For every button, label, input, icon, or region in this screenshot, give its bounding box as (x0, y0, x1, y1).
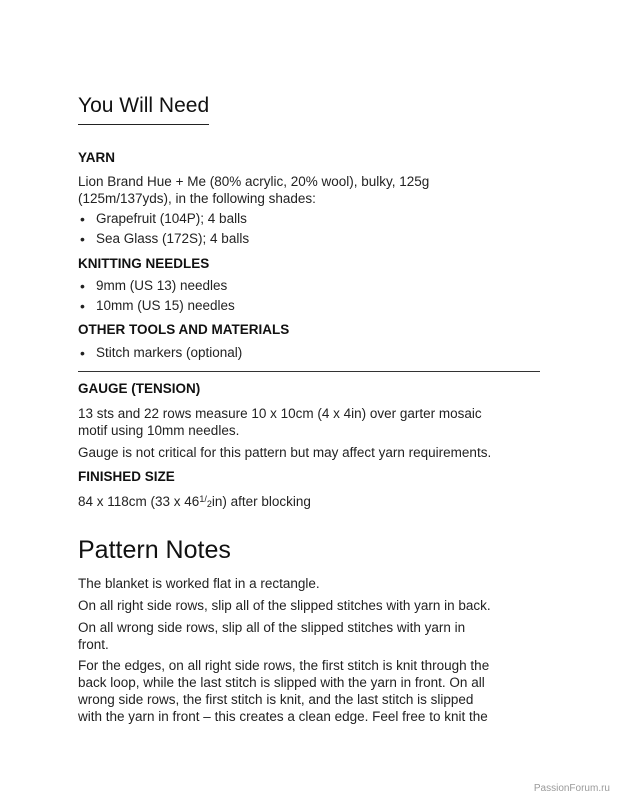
gauge-line1: 13 sts and 22 rows measure 10 x 10cm (4 x 4in) over garter mosaic (78, 406, 482, 421)
yarn-description-line2: (125m/137yds), in the following shades: (78, 191, 316, 206)
list-item: • 10mm (US 15) needles (78, 296, 235, 316)
pattern-notes-p1: The blanket is worked flat in a rectangle. (78, 576, 320, 591)
yarn-description-line1: Lion Brand Hue + Me (80% acrylic, 20% wool), bulky, 125g (78, 174, 430, 189)
pattern-notes-p2: On all right side rows, slip all of the slipped stitches with yarn in back. (78, 598, 491, 613)
yarn-list (78, 209, 249, 249)
finished-size-title: FINISHED SIZE (78, 469, 175, 484)
list-item: • Stitch markers (optional) (78, 343, 242, 363)
list-item: • Sea Glass (172S); 4 balls (78, 229, 249, 249)
finished-size-suffix: in) after blocking (211, 494, 311, 509)
fraction-numerator: 1 (199, 494, 205, 504)
finished-size-value (78, 491, 311, 513)
needles-list (78, 276, 235, 316)
list-item: • 9mm (US 13) needles (78, 276, 235, 296)
gauge-note: Gauge is not critical for this pattern but may affect yarn requirements. (78, 445, 492, 460)
other-tools-list (78, 343, 242, 363)
other-tools-title: OTHER TOOLS AND MATERIALS (78, 322, 290, 337)
heading-underline (78, 124, 209, 125)
you-will-need-heading: You Will Need (78, 94, 210, 117)
gauge-line2: motif using 10mm needles. (78, 423, 240, 438)
section-divider (78, 371, 540, 372)
fraction-slash: / (204, 494, 207, 504)
finished-size-prefix: 84 x 118cm (33 x 46 (78, 494, 200, 509)
yarn-title: YARN (78, 150, 116, 165)
list-item: • Grapefruit (104P); 4 balls (78, 209, 249, 229)
fraction-denominator: 2 (206, 499, 212, 509)
pattern-notes-p4-line2: back loop, while the last stitch is slipped with the yarn in front. On all (78, 675, 485, 690)
pattern-notes-heading: Pattern Notes (78, 536, 231, 564)
pattern-notes-p3-line1: On all wrong side rows, slip all of the slipped stitches with yarn in (78, 620, 466, 635)
needles-title: KNITTING NEEDLES (78, 256, 210, 271)
gauge-title: GAUGE (TENSION) (78, 381, 201, 396)
pattern-notes-p4-line3: wrong side rows, the first stitch is knit, and the last stitch is slipped (78, 692, 474, 707)
pattern-notes-p4-line1: For the edges, on all right side rows, the first stitch is knit through the (78, 658, 490, 673)
pattern-notes-p3-line2: front. (78, 637, 109, 652)
watermark: PassionForum.ru (533, 783, 610, 794)
pattern-notes-p4-line4: with the yarn in front – this creates a clean edge. Feel free to knit the (78, 709, 488, 724)
